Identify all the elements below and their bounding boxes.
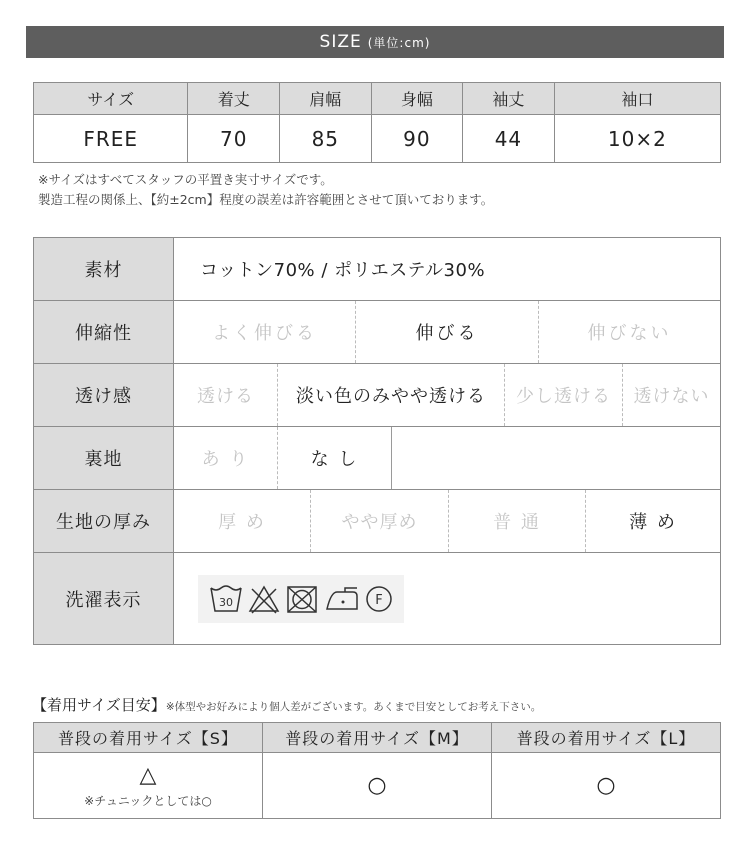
- guide-mark-l: ○: [596, 773, 616, 798]
- stretch-option-none: 伸びない: [587, 323, 672, 344]
- size-guide-heading: 【着用サイズ目安】: [32, 696, 166, 714]
- size-header-cell: 袖口: [554, 83, 720, 115]
- lining-row: [34, 427, 721, 490]
- sheer-row: [34, 364, 721, 427]
- lining-option-yes: あ り: [174, 427, 278, 489]
- size-value-cell: 44: [463, 115, 555, 163]
- size-table: [33, 82, 721, 163]
- size-header-cell: 袖丈: [463, 83, 555, 115]
- stretch-option-very: よく伸びる: [174, 301, 356, 363]
- size-guide-subtitle: ※体型やお好みにより個人差がございます。あくまで目安としてお考え下さい。: [165, 701, 542, 713]
- thickness-row: [34, 490, 721, 553]
- sheer-option-light-colors: 淡い色のみやや透ける: [278, 364, 505, 426]
- sheer-label: 透け感: [34, 364, 174, 427]
- wash-30-icon: [208, 584, 244, 614]
- size-note-line: ※サイズはすべてスタッフの平置き実寸サイズです。: [38, 172, 333, 187]
- guide-mark-s: △: [139, 762, 157, 788]
- thickness-option-normal: 普 通: [449, 490, 586, 552]
- size-header-cell: サイズ: [34, 83, 188, 115]
- sheer-option-slight: 少し透ける: [505, 364, 623, 426]
- dry-clean-f-icon: [364, 584, 394, 614]
- thickness-label: 生地の厚み: [34, 490, 174, 553]
- size-header-cell: 着丈: [188, 83, 280, 115]
- guide-cell-l: [492, 753, 721, 819]
- lining-empty-cell: [392, 427, 720, 489]
- care-row: [34, 553, 721, 645]
- material-table: [33, 237, 721, 645]
- size-guide-table: [33, 722, 721, 819]
- material-row: [34, 238, 721, 301]
- dry-clean-letter: F: [375, 592, 383, 608]
- lining-option-no: な し: [278, 427, 392, 489]
- material-label: 素材: [34, 238, 174, 301]
- stretch-row: [34, 301, 721, 364]
- size-header-bar: [26, 26, 724, 58]
- sheer-option-sheer: 透ける: [174, 364, 278, 426]
- size-guide-header-row: [34, 723, 721, 753]
- size-table-header-row: [34, 83, 721, 115]
- size-table-value-row: [34, 115, 721, 163]
- no-tumble-dry-icon: [285, 584, 319, 614]
- thickness-option-thick: 厚 め: [174, 490, 311, 552]
- guide-cell-s: [34, 753, 263, 819]
- stretch-option-stretch: 伸びる: [356, 301, 539, 363]
- size-value-cell: 70: [188, 115, 280, 163]
- guide-header-s: 普段の着用サイズ【S】: [34, 723, 263, 753]
- size-value-cell: 85: [280, 115, 372, 163]
- size-value-cell: 10×2: [554, 115, 720, 163]
- guide-header-l: 普段の着用サイズ【L】: [492, 723, 721, 753]
- size-guide-title: [32, 694, 541, 715]
- guide-cell-m: [263, 753, 492, 819]
- care-symbols: [198, 575, 404, 623]
- size-value-cell: 90: [371, 115, 463, 163]
- guide-mark-m: ○: [367, 773, 387, 798]
- guide-header-m: 普段の着用サイズ【M】: [263, 723, 492, 753]
- sheer-option-none: 透けない: [633, 386, 710, 407]
- size-header-cell: 肩幅: [280, 83, 372, 115]
- size-header-cell: 身幅: [371, 83, 463, 115]
- thickness-option-slightly-thick: やや厚め: [311, 490, 449, 552]
- material-value: コットン70% / ポリエステル30%: [200, 260, 486, 281]
- size-note-line: 製造工程の関係上、【約±2cm】程度の誤差は許容範囲とさせて頂いております。: [38, 192, 494, 207]
- iron-low-icon: [323, 584, 361, 614]
- care-label: 洗濯表示: [34, 553, 174, 645]
- size-value-cell: FREE: [34, 115, 188, 163]
- size-header-unit: (単位:cm): [367, 35, 431, 50]
- guide-note-s: ※チュニックとしては○: [84, 793, 212, 808]
- size-notes: [38, 170, 493, 210]
- wash-temp-text: 30: [218, 595, 233, 609]
- size-header-title: SIZE: [319, 32, 362, 52]
- lining-label: 裏地: [34, 427, 174, 490]
- size-guide-value-row: [34, 753, 721, 819]
- stretch-label: 伸縮性: [34, 301, 174, 364]
- no-bleach-icon: [247, 584, 281, 614]
- thickness-option-thin: 薄 め: [629, 512, 677, 533]
